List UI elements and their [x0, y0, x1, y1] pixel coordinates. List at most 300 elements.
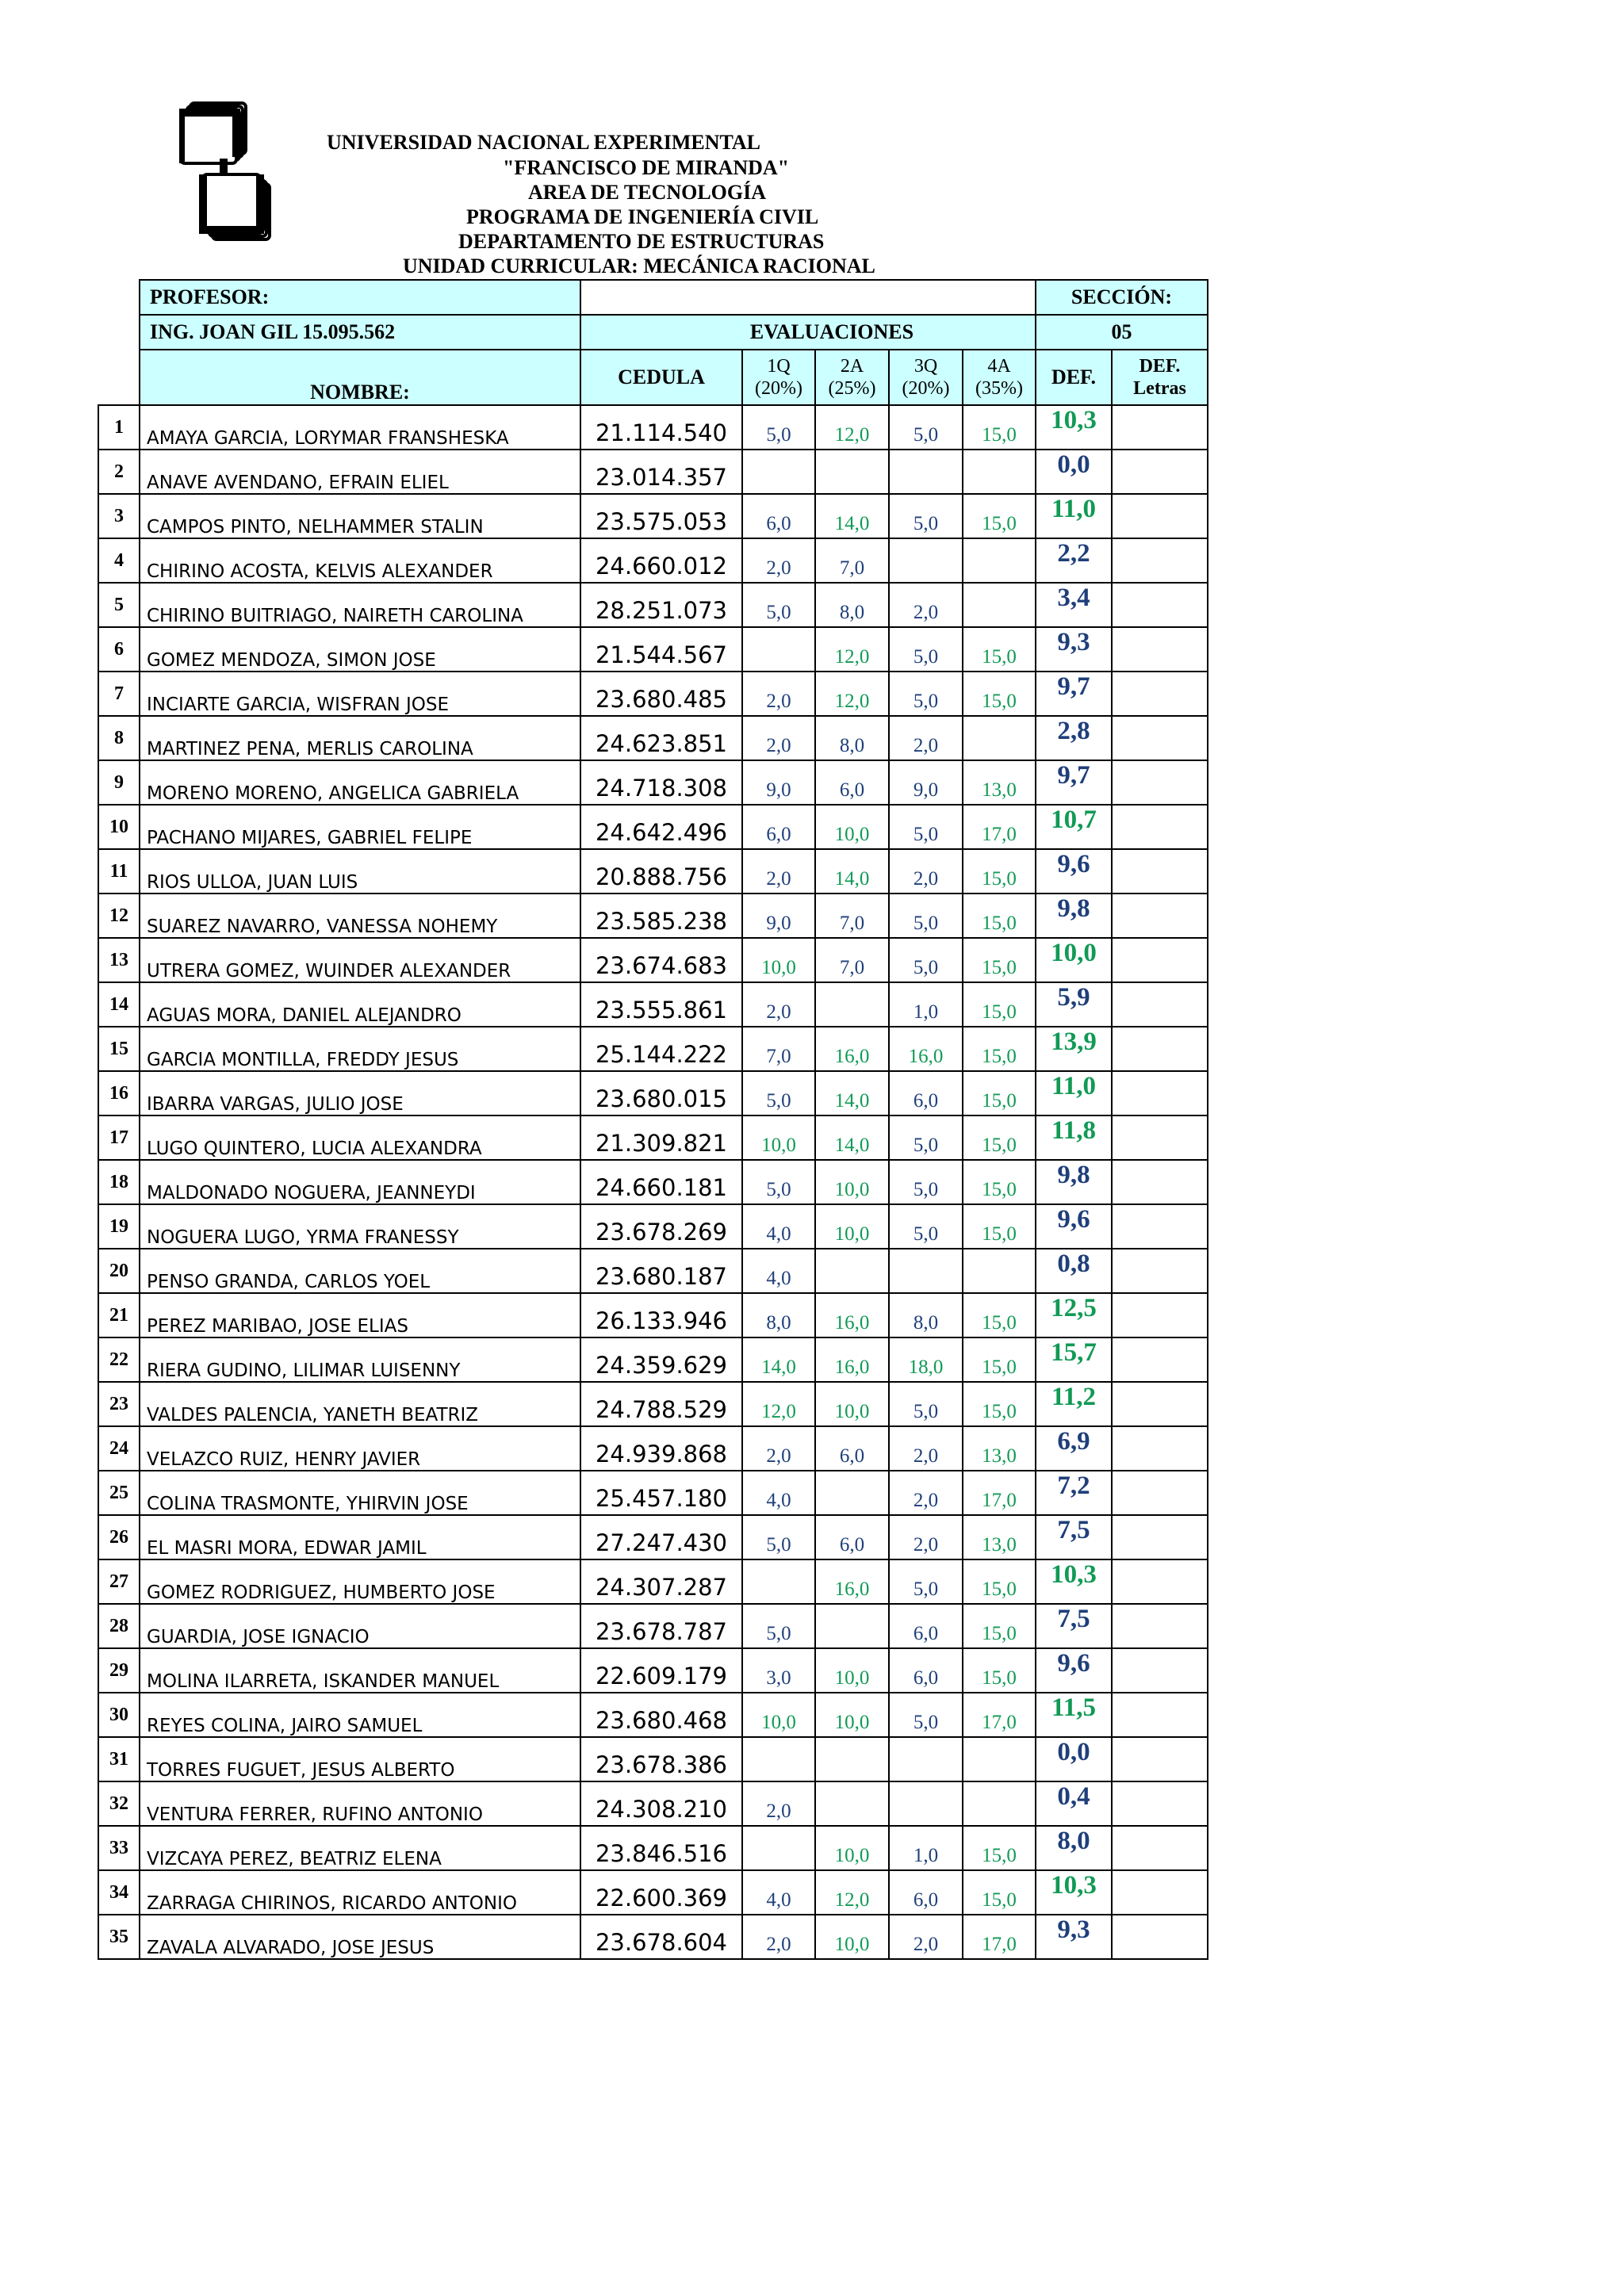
- grade-3q: 2,0: [889, 849, 963, 894]
- grades-table: [98, 279, 1208, 1960]
- grade-4a: 17,0: [963, 1915, 1036, 1959]
- student-rows: [98, 405, 1208, 1959]
- final-grade: 10,0: [1036, 938, 1112, 982]
- student-cedula: 24.660.012: [580, 538, 742, 583]
- row-number: 11: [98, 849, 140, 894]
- seccion-label: SECCIÓN:: [1036, 280, 1208, 315]
- grade-1q: 3,0: [742, 1648, 815, 1693]
- grade-4a: 15,0: [963, 1382, 1036, 1426]
- final-grade: 13,9: [1036, 1027, 1112, 1071]
- table-row: [98, 494, 1208, 538]
- table-row: [98, 1870, 1208, 1915]
- student-cedula: 24.788.529: [580, 1382, 742, 1426]
- student-cedula: 28.251.073: [580, 583, 742, 627]
- table-row: [98, 1693, 1208, 1737]
- grade-2a: 16,0: [815, 1027, 889, 1071]
- grade-1q: 5,0: [742, 1604, 815, 1648]
- final-grade: 11,0: [1036, 494, 1112, 538]
- final-grade: 0,0: [1036, 1737, 1112, 1781]
- grade-2a: [815, 1471, 889, 1515]
- final-grade-letters: [1112, 1826, 1208, 1870]
- header-program: PROGRAMA DE INGENIERÍA CIVIL: [466, 205, 819, 228]
- table-row: [98, 894, 1208, 938]
- grade-4a: [963, 1781, 1036, 1826]
- final-grade: 9,6: [1036, 1648, 1112, 1693]
- table-row: [98, 1382, 1208, 1426]
- table-row: [98, 1027, 1208, 1071]
- row-number: 12: [98, 894, 140, 938]
- table-row: [98, 1426, 1208, 1471]
- grade-1q: 4,0: [742, 1471, 815, 1515]
- final-grade-letters: [1112, 1426, 1208, 1471]
- student-cedula: 24.939.868: [580, 1426, 742, 1471]
- final-grade-letters: [1112, 1559, 1208, 1604]
- table-row: [98, 938, 1208, 982]
- grade-2a: [815, 450, 889, 494]
- final-grade-letters: [1112, 1693, 1208, 1737]
- grade-2a: 8,0: [815, 716, 889, 760]
- table-row: [98, 672, 1208, 716]
- final-grade: 11,2: [1036, 1382, 1112, 1426]
- student-cedula: 24.660.181: [580, 1160, 742, 1204]
- final-grade-letters: [1112, 1204, 1208, 1249]
- table-row: [98, 1293, 1208, 1337]
- grade-4a: 15,0: [963, 849, 1036, 894]
- final-grade-letters: [1112, 982, 1208, 1027]
- grade-1q: 5,0: [742, 1515, 815, 1559]
- student-name: MORENO MORENO, ANGELICA GABRIELA: [140, 760, 580, 805]
- grade-4a: 15,0: [963, 1115, 1036, 1160]
- grade-1q: 2,0: [742, 849, 815, 894]
- student-name: GOMEZ MENDOZA, SIMON JOSE: [140, 627, 580, 672]
- final-grade: 9,6: [1036, 1204, 1112, 1249]
- grade-2a: 8,0: [815, 583, 889, 627]
- table-row: [98, 583, 1208, 627]
- final-grade-letters: [1112, 938, 1208, 982]
- grade-3q: 5,0: [889, 1559, 963, 1604]
- student-name: TORRES FUGUET, JESUS ALBERTO: [140, 1737, 580, 1781]
- grade-3q: 5,0: [889, 627, 963, 672]
- student-name: PENSO GRANDA, CARLOS YOEL: [140, 1249, 580, 1293]
- final-grade-letters: [1112, 1737, 1208, 1781]
- grade-3q: 2,0: [889, 583, 963, 627]
- final-grade: 10,3: [1036, 1870, 1112, 1915]
- final-grade: 9,8: [1036, 1160, 1112, 1204]
- grade-4a: [963, 716, 1036, 760]
- grade-4a: 17,0: [963, 1693, 1036, 1737]
- student-cedula: 22.609.179: [580, 1648, 742, 1693]
- row-number: 9: [98, 760, 140, 805]
- grade-3q: 5,0: [889, 1160, 963, 1204]
- final-grade: 3,4: [1036, 583, 1112, 627]
- grade-3q: 2,0: [889, 1471, 963, 1515]
- row-number: 22: [98, 1337, 140, 1382]
- row-number: 29: [98, 1648, 140, 1693]
- grade-2a: 14,0: [815, 494, 889, 538]
- student-cedula: 23.674.683: [580, 938, 742, 982]
- final-grade: 5,9: [1036, 982, 1112, 1027]
- student-name: REYES COLINA, JAIRO SAMUEL: [140, 1693, 580, 1737]
- table-row: [98, 1915, 1208, 1959]
- student-cedula: 23.680.187: [580, 1249, 742, 1293]
- row-number: 1: [98, 405, 140, 450]
- grade-3q: 18,0: [889, 1337, 963, 1382]
- grade-4a: 15,0: [963, 672, 1036, 716]
- header-area: AREA DE TECNOLOGÍA: [528, 181, 767, 204]
- row-number: 26: [98, 1515, 140, 1559]
- final-grade-letters: [1112, 450, 1208, 494]
- final-grade: 11,8: [1036, 1115, 1112, 1160]
- row-number: 27: [98, 1559, 140, 1604]
- final-grade-letters: [1112, 672, 1208, 716]
- final-grade-letters: [1112, 1604, 1208, 1648]
- final-grade: 0,4: [1036, 1781, 1112, 1826]
- student-name: RIOS ULLOA, JUAN LUIS: [140, 849, 580, 894]
- table-row: [98, 405, 1208, 450]
- student-cedula: 23.678.604: [580, 1915, 742, 1959]
- final-grade: 10,3: [1036, 405, 1112, 450]
- row-number: 25: [98, 1471, 140, 1515]
- row-number: 31: [98, 1737, 140, 1781]
- table-row: [98, 849, 1208, 894]
- grade-4a: 15,0: [963, 1293, 1036, 1337]
- final-grade-letters: [1112, 805, 1208, 849]
- grade-1q: 9,0: [742, 894, 815, 938]
- cedula-header: CEDULA: [580, 350, 742, 405]
- grade-1q: [742, 1737, 815, 1781]
- grade-1q: 2,0: [742, 538, 815, 583]
- row-number: 6: [98, 627, 140, 672]
- grade-2a: 14,0: [815, 849, 889, 894]
- grade-1q: 2,0: [742, 716, 815, 760]
- grade-4a: [963, 583, 1036, 627]
- header-department: DEPARTAMENTO DE ESTRUCTURAS: [458, 230, 825, 253]
- grade-1q: 7,0: [742, 1027, 815, 1071]
- grade-4a: 15,0: [963, 1648, 1036, 1693]
- student-name: VIZCAYA PEREZ, BEATRIZ ELENA: [140, 1826, 580, 1870]
- row-number: 3: [98, 494, 140, 538]
- student-name: UTRERA GOMEZ, WUINDER ALEXANDER: [140, 938, 580, 982]
- final-grade-letters: [1112, 1337, 1208, 1382]
- grade-1q: 12,0: [742, 1382, 815, 1426]
- grade-2a: 7,0: [815, 938, 889, 982]
- grade-3q: [889, 1781, 963, 1826]
- final-grade: 8,0: [1036, 1826, 1112, 1870]
- grade-3q: 5,0: [889, 1382, 963, 1426]
- student-name: IBARRA VARGAS, JULIO JOSE: [140, 1071, 580, 1115]
- student-name: GUARDIA, JOSE IGNACIO: [140, 1604, 580, 1648]
- row-number: 5: [98, 583, 140, 627]
- grade-3q: 5,0: [889, 1204, 963, 1249]
- grade-2a: 10,0: [815, 805, 889, 849]
- grade-2a: 10,0: [815, 1648, 889, 1693]
- header-university: UNIVERSIDAD NACIONAL EXPERIMENTAL: [327, 131, 761, 154]
- table-row: [98, 1471, 1208, 1515]
- grade-1q: 4,0: [742, 1249, 815, 1293]
- final-grade: 7,2: [1036, 1471, 1112, 1515]
- final-grade: 9,7: [1036, 760, 1112, 805]
- table-row: [98, 760, 1208, 805]
- table-row: [98, 1515, 1208, 1559]
- row-number: 18: [98, 1160, 140, 1204]
- eval-header-3q: 3Q (20%): [889, 350, 963, 405]
- final-grade-letters: [1112, 494, 1208, 538]
- row-number: 14: [98, 982, 140, 1027]
- table-row: [98, 1204, 1208, 1249]
- student-name: CAMPOS PINTO, NELHAMMER STALIN: [140, 494, 580, 538]
- grade-3q: 5,0: [889, 405, 963, 450]
- grade-1q: 10,0: [742, 1115, 815, 1160]
- student-cedula: 23.680.485: [580, 672, 742, 716]
- student-cedula: 23.846.516: [580, 1826, 742, 1870]
- table-row: [98, 538, 1208, 583]
- row-number: 13: [98, 938, 140, 982]
- row-number: 30: [98, 1693, 140, 1737]
- def-letras-header: DEF. Letras: [1112, 350, 1208, 405]
- grade-4a: 13,0: [963, 1426, 1036, 1471]
- grade-4a: 15,0: [963, 1337, 1036, 1382]
- student-name: ZARRAGA CHIRINOS, RICARDO ANTONIO: [140, 1870, 580, 1915]
- grade-3q: 5,0: [889, 805, 963, 849]
- table-row: [98, 716, 1208, 760]
- final-grade: 2,8: [1036, 716, 1112, 760]
- grade-1q: 2,0: [742, 1781, 815, 1826]
- student-cedula: 23.678.386: [580, 1737, 742, 1781]
- final-grade: 7,5: [1036, 1515, 1112, 1559]
- grade-2a: [815, 1737, 889, 1781]
- document-header: [0, 0, 1624, 285]
- final-grade-letters: [1112, 538, 1208, 583]
- table-row: [98, 627, 1208, 672]
- row-number: 33: [98, 1826, 140, 1870]
- student-name: CHIRINO BUITRIAGO, NAIRETH CAROLINA: [140, 583, 580, 627]
- grade-3q: 6,0: [889, 1870, 963, 1915]
- final-grade: 9,7: [1036, 672, 1112, 716]
- seccion-value: 05: [1036, 315, 1208, 350]
- final-grade-letters: [1112, 1870, 1208, 1915]
- student-name: ZAVALA ALVARADO, JOSE JESUS: [140, 1915, 580, 1959]
- table-row: [98, 1160, 1208, 1204]
- eval-header-1q: 1Q (20%): [742, 350, 815, 405]
- table-row: [98, 805, 1208, 849]
- final-grade-letters: [1112, 1160, 1208, 1204]
- grade-4a: 15,0: [963, 1559, 1036, 1604]
- grade-4a: 15,0: [963, 494, 1036, 538]
- student-name: GOMEZ RODRIGUEZ, HUMBERTO JOSE: [140, 1559, 580, 1604]
- final-grade: 2,2: [1036, 538, 1112, 583]
- grade-4a: [963, 450, 1036, 494]
- grade-1q: 5,0: [742, 583, 815, 627]
- grade-3q: [889, 1737, 963, 1781]
- table-row: [98, 1781, 1208, 1826]
- final-grade: 0,8: [1036, 1249, 1112, 1293]
- table-row: [98, 1826, 1208, 1870]
- row-number: 34: [98, 1870, 140, 1915]
- grade-4a: 15,0: [963, 1160, 1036, 1204]
- grade-4a: [963, 538, 1036, 583]
- student-name: VALDES PALENCIA, YANETH BEATRIZ: [140, 1382, 580, 1426]
- grade-2a: 10,0: [815, 1915, 889, 1959]
- final-grade-letters: [1112, 716, 1208, 760]
- student-cedula: 27.247.430: [580, 1515, 742, 1559]
- final-grade-letters: [1112, 1471, 1208, 1515]
- grade-4a: 17,0: [963, 805, 1036, 849]
- grade-3q: 5,0: [889, 494, 963, 538]
- evaluaciones-label: EVALUACIONES: [580, 315, 1036, 350]
- grade-3q: 1,0: [889, 1826, 963, 1870]
- grade-3q: 2,0: [889, 1515, 963, 1559]
- grade-2a: 14,0: [815, 1115, 889, 1160]
- row-number: 10: [98, 805, 140, 849]
- grade-1q: 8,0: [742, 1293, 815, 1337]
- student-cedula: 21.544.567: [580, 627, 742, 672]
- final-grade: 6,9: [1036, 1426, 1112, 1471]
- row-number: 20: [98, 1249, 140, 1293]
- grade-3q: 2,0: [889, 1915, 963, 1959]
- grade-4a: 13,0: [963, 760, 1036, 805]
- final-grade-letters: [1112, 1915, 1208, 1959]
- final-grade-letters: [1112, 1071, 1208, 1115]
- grade-3q: 5,0: [889, 1115, 963, 1160]
- grade-3q: 8,0: [889, 1293, 963, 1337]
- grade-1q: 5,0: [742, 1160, 815, 1204]
- final-grade-letters: [1112, 760, 1208, 805]
- student-name: MOLINA ILARRETA, ISKANDER MANUEL: [140, 1648, 580, 1693]
- grade-1q: 2,0: [742, 672, 815, 716]
- grade-4a: 17,0: [963, 1471, 1036, 1515]
- row-number: 24: [98, 1426, 140, 1471]
- grade-3q: 5,0: [889, 1693, 963, 1737]
- student-name: MARTINEZ PENA, MERLIS CAROLINA: [140, 716, 580, 760]
- grade-3q: 6,0: [889, 1604, 963, 1648]
- table-row: [98, 450, 1208, 494]
- student-cedula: 24.308.210: [580, 1781, 742, 1826]
- grade-3q: 16,0: [889, 1027, 963, 1071]
- grade-2a: 12,0: [815, 405, 889, 450]
- final-grade-letters: [1112, 1115, 1208, 1160]
- student-name: GARCIA MONTILLA, FREDDY JESUS: [140, 1027, 580, 1071]
- grade-2a: 12,0: [815, 1870, 889, 1915]
- eval-header-4a: 4A (35%): [963, 350, 1036, 405]
- grade-2a: 7,0: [815, 894, 889, 938]
- grade-3q: 1,0: [889, 982, 963, 1027]
- final-grade-letters: [1112, 849, 1208, 894]
- grade-1q: 5,0: [742, 405, 815, 450]
- grade-1q: 14,0: [742, 1337, 815, 1382]
- final-grade: 12,5: [1036, 1293, 1112, 1337]
- final-grade: 9,6: [1036, 849, 1112, 894]
- student-name: INCIARTE GARCIA, WISFRAN JOSE: [140, 672, 580, 716]
- final-grade: 7,5: [1036, 1604, 1112, 1648]
- row-number: 28: [98, 1604, 140, 1648]
- final-grade-letters: [1112, 1027, 1208, 1071]
- student-cedula: 25.457.180: [580, 1471, 742, 1515]
- grade-2a: [815, 982, 889, 1027]
- grade-2a: 10,0: [815, 1382, 889, 1426]
- row-number: 23: [98, 1382, 140, 1426]
- grade-4a: 15,0: [963, 1826, 1036, 1870]
- grade-2a: 6,0: [815, 1426, 889, 1471]
- grade-2a: 6,0: [815, 760, 889, 805]
- grade-3q: [889, 538, 963, 583]
- student-cedula: 24.359.629: [580, 1337, 742, 1382]
- student-cedula: 23.014.357: [580, 450, 742, 494]
- grade-4a: 15,0: [963, 1204, 1036, 1249]
- row-number: 2: [98, 450, 140, 494]
- final-grade: 10,7: [1036, 805, 1112, 849]
- grade-4a: [963, 1249, 1036, 1293]
- final-grade-letters: [1112, 1648, 1208, 1693]
- table-row: [98, 1115, 1208, 1160]
- row-number: 21: [98, 1293, 140, 1337]
- grade-2a: 12,0: [815, 672, 889, 716]
- row-number: 17: [98, 1115, 140, 1160]
- student-cedula: 22.600.369: [580, 1870, 742, 1915]
- student-cedula: 24.718.308: [580, 760, 742, 805]
- student-name: AGUAS MORA, DANIEL ALEJANDRO: [140, 982, 580, 1027]
- grade-1q: 4,0: [742, 1204, 815, 1249]
- row-number: 8: [98, 716, 140, 760]
- profesor-label: PROFESOR:: [140, 280, 580, 315]
- grade-2a: 16,0: [815, 1559, 889, 1604]
- grade-3q: 6,0: [889, 1648, 963, 1693]
- student-name: PEREZ MARIBAO, JOSE ELIAS: [140, 1293, 580, 1337]
- student-name: CHIRINO ACOSTA, KELVIS ALEXANDER: [140, 538, 580, 583]
- student-name: VELAZCO RUIZ, HENRY JAVIER: [140, 1426, 580, 1471]
- table-row: [98, 982, 1208, 1027]
- student-name: NOGUERA LUGO, YRMA FRANESSY: [140, 1204, 580, 1249]
- student-name: PACHANO MIJARES, GABRIEL FELIPE: [140, 805, 580, 849]
- grade-4a: 15,0: [963, 627, 1036, 672]
- grade-4a: 13,0: [963, 1515, 1036, 1559]
- grade-1q: 2,0: [742, 1426, 815, 1471]
- header-curricular-unit: UNIDAD CURRICULAR: MECÁNICA RACIONAL: [403, 254, 875, 277]
- student-cedula: 20.888.756: [580, 849, 742, 894]
- row-number: 7: [98, 672, 140, 716]
- grade-1q: 9,0: [742, 760, 815, 805]
- grade-3q: [889, 450, 963, 494]
- table-row: [98, 1737, 1208, 1781]
- header-university-name: "FRANCISCO DE MIRANDA": [503, 156, 790, 179]
- student-name: SUAREZ NAVARRO, VANESSA NOHEMY: [140, 894, 580, 938]
- student-name: EL MASRI MORA, EDWAR JAMIL: [140, 1515, 580, 1559]
- nombre-header: NOMBRE:: [140, 350, 580, 405]
- grade-1q: 10,0: [742, 1693, 815, 1737]
- row-number: 15: [98, 1027, 140, 1071]
- grade-4a: 15,0: [963, 938, 1036, 982]
- grade-2a: 14,0: [815, 1071, 889, 1115]
- final-grade: 9,8: [1036, 894, 1112, 938]
- grade-4a: 15,0: [963, 1870, 1036, 1915]
- student-cedula: 23.678.269: [580, 1204, 742, 1249]
- final-grade: 15,7: [1036, 1337, 1112, 1382]
- final-grade-letters: [1112, 1293, 1208, 1337]
- student-cedula: 23.575.053: [580, 494, 742, 538]
- student-cedula: 23.585.238: [580, 894, 742, 938]
- grade-1q: [742, 1559, 815, 1604]
- final-grade: 11,0: [1036, 1071, 1112, 1115]
- student-cedula: 24.307.287: [580, 1559, 742, 1604]
- student-name: AMAYA GARCIA, LORYMAR FRANSHESKA: [140, 405, 580, 450]
- grade-1q: [742, 1826, 815, 1870]
- student-cedula: 23.680.015: [580, 1071, 742, 1115]
- grade-4a: 15,0: [963, 894, 1036, 938]
- student-cedula: 23.555.861: [580, 982, 742, 1027]
- grade-1q: 6,0: [742, 494, 815, 538]
- grade-2a: 16,0: [815, 1337, 889, 1382]
- grade-4a: 15,0: [963, 405, 1036, 450]
- student-cedula: 26.133.946: [580, 1293, 742, 1337]
